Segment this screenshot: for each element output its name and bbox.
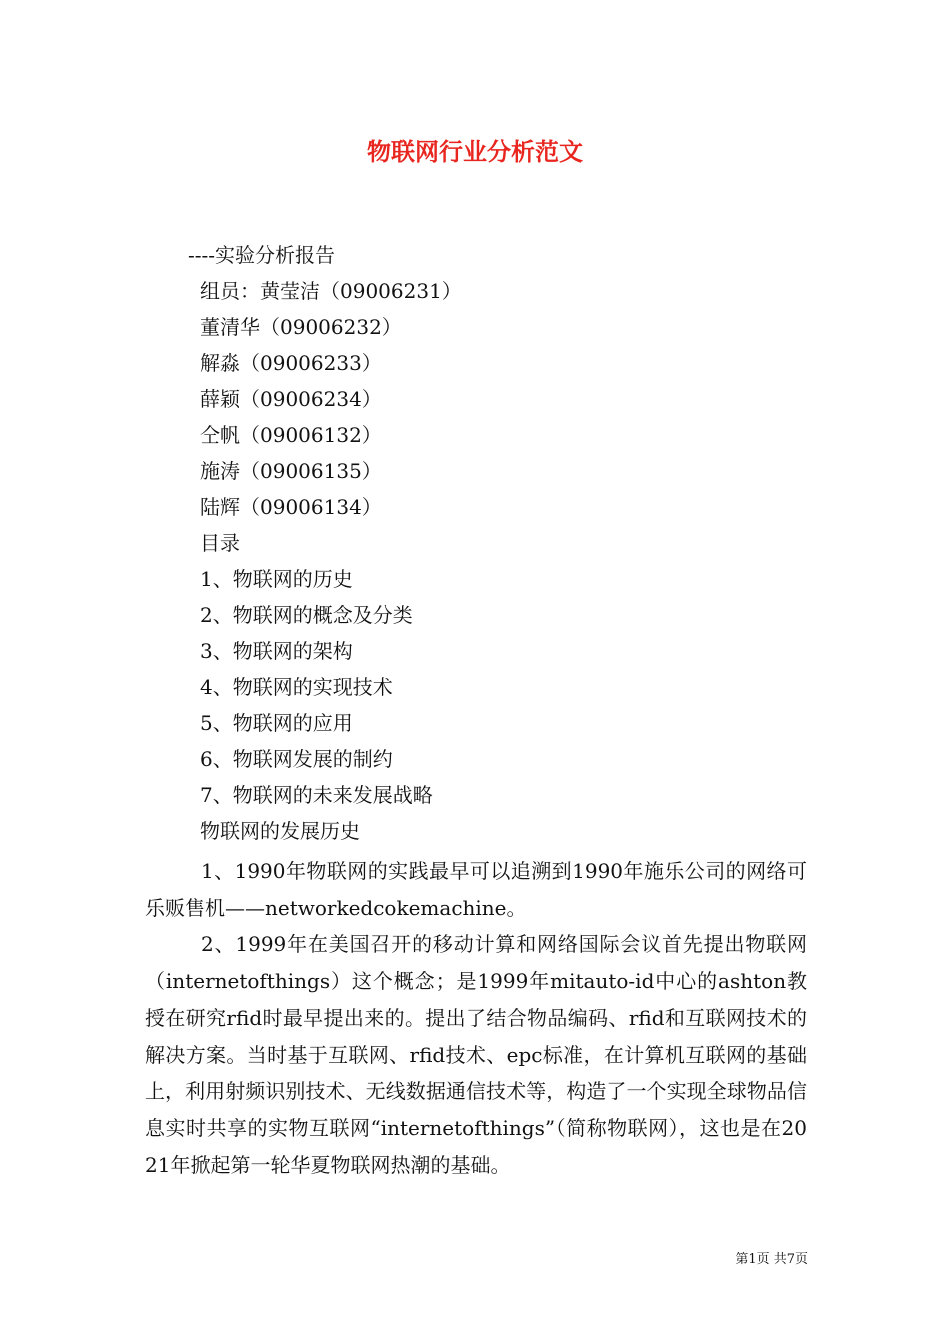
toc-item: 5、物联网的应用	[200, 711, 353, 735]
document-title: 物联网行业分析范文	[367, 137, 583, 166]
toc-heading: 目录	[200, 531, 240, 555]
member-line: 仝帆（09006132）	[200, 423, 382, 447]
section-heading: 物联网的发展历史	[200, 819, 360, 843]
document-subtitle: ----实验分析报告	[188, 243, 336, 267]
member-line-leader: 组员：黄莹洁（09006231）	[200, 279, 462, 303]
member-line: 解淼（09006233）	[200, 351, 382, 375]
body-text	[145, 853, 807, 1183]
toc-item: 3、物联网的架构	[200, 639, 353, 663]
body-paragraph: 2、1999年在美国召开的移动计算和网络国际会议首先提出物联网（internetofthings）这个概念；是1999年mitauto-id中心的ashton教授在研究rfid时最早提出来的。提出了结合物品编码、rfid和互联网技术的解决方案。当时基于互联网、rfid技术、epc标准，在计算机互联网的基础上，利用射频识别技术、无线数据通信技术等，构造了一个实现全球物品信息实时共享的实物互联网“internetofthings”（简称物联网），这也是在2021年掀起第一轮华夏物联网热潮的基础。	[145, 932, 807, 1177]
member-line: 薛颖（09006234）	[200, 387, 382, 411]
member-line: 董清华（09006232）	[200, 315, 402, 339]
toc-item: 4、物联网的实现技术	[200, 675, 393, 699]
body-paragraph: 1、1990年物联网的实践最早可以追溯到1990年施乐公司的网络可乐贩售机——networkedcokemachine。	[145, 859, 807, 920]
toc-item: 6、物联网发展的制约	[200, 747, 393, 771]
member-line: 施涛（09006135）	[200, 459, 382, 483]
toc-item: 2、物联网的概念及分类	[200, 603, 413, 627]
member-and-toc-list	[200, 277, 462, 853]
toc-item: 7、物联网的未来发展战略	[200, 783, 433, 807]
member-line: 陆辉（09006134）	[200, 495, 382, 519]
page-number-footer: 第1页 共7页	[735, 1252, 808, 1267]
toc-item: 1、物联网的历史	[200, 567, 353, 591]
